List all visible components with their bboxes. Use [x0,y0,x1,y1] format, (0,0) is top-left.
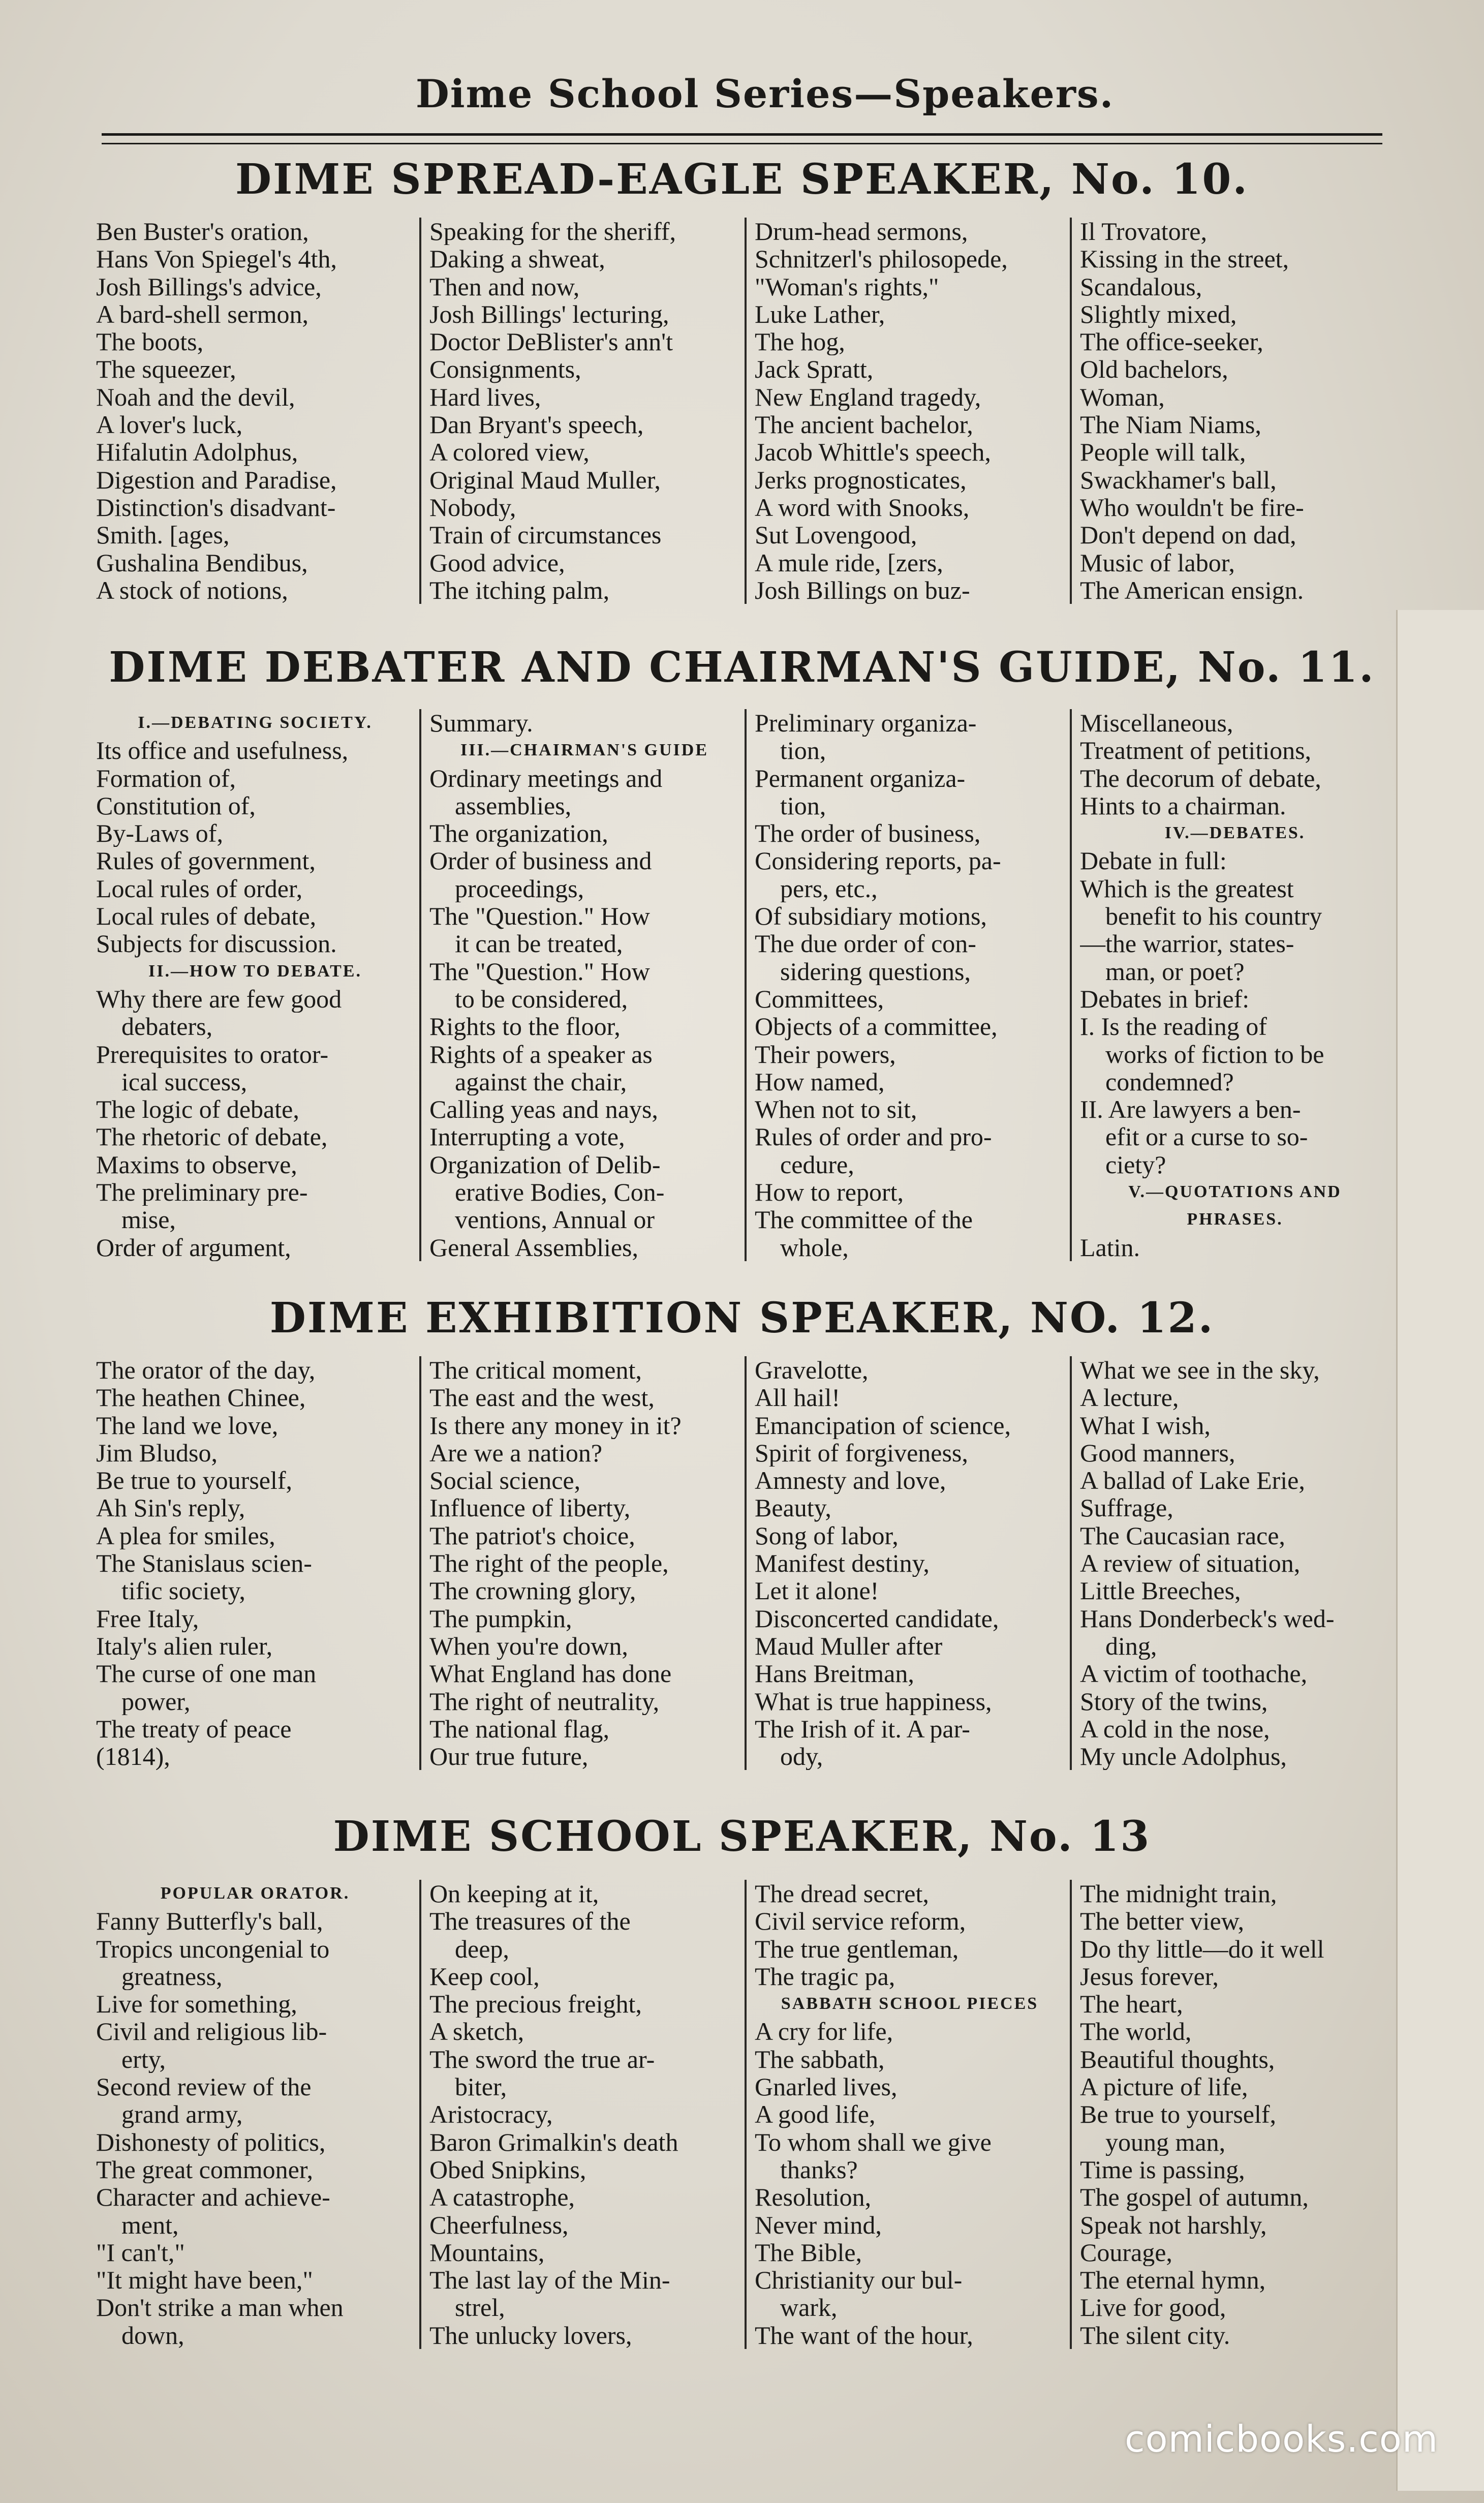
list-item: The precious freight, [429,1990,642,2018]
list-item: Nobody, [429,493,516,522]
list-item: Obed Snipkins, [429,2155,586,2184]
column [745,709,1070,1261]
list-item: Civil service reform, [755,1907,966,1935]
list-item: Amnesty and love, [755,1467,946,1494]
list-item: Gnarled lives, [755,2073,898,2101]
list-item: What England has done [429,1660,672,1688]
column [1070,1880,1395,2349]
list-item: The curse of one man [96,1660,317,1688]
list-item: SABBATH SCHOOL PIECES [781,1994,1039,2013]
list-item: A catastrophe, [429,2183,575,2211]
column [745,1880,1070,2349]
list-item: Debate in full: [1080,847,1227,875]
list-item: A ballad of Lake Erie, [1080,1467,1305,1494]
list-item: Our true future, [429,1743,589,1771]
list-item: Hans Von Spiegel's 4th, [96,245,337,273]
list-item: A cry for life, [755,2018,893,2046]
column [94,709,419,1261]
list-item: The boots, [96,328,204,356]
list-item: Social science, [429,1467,581,1494]
list-item: Kissing in the street, [1080,245,1289,273]
list-item: The sword the true ar- [429,2045,655,2073]
list-item: A picture of life, [1080,2073,1248,2101]
list-item: General Assemblies, [429,1233,639,1261]
list-item: Treatment of petitions, [1080,737,1312,765]
list-item: Disconcerted candidate, [755,1604,999,1632]
list-item: man, or poet? [1105,957,1245,985]
list-item: ody, [780,1743,823,1771]
list-item: Maud Muller after [755,1632,943,1660]
list-item: benefit to his country [1105,902,1322,930]
column [419,709,745,1261]
list-item: Schnitzerl's philosopede, [755,245,1008,273]
list-item: Don't depend on dad, [1080,521,1296,549]
list-item: Local rules of debate, [96,902,317,930]
list-item: I. Is the reading of [1080,1013,1267,1041]
list-item: The committee of the [755,1206,973,1234]
list-item: Italy's alien ruler, [96,1632,273,1660]
list-item: To whom shall we give [755,2128,992,2156]
list-item: The last lay of the Min- [429,2266,670,2294]
list-item: efit or a curse to so- [1105,1123,1308,1151]
list-item: Rights to the floor, [429,1013,621,1041]
list-item: wark, [780,2294,838,2322]
list-item: ment, [121,2211,179,2239]
list-item: A bard-shell sermon, [96,300,308,328]
list-item: The heart, [1080,1990,1183,2018]
column [1070,1356,1395,1770]
list-item: Cheerfulness, [429,2211,569,2239]
list-item: On keeping at it, [429,1880,599,1908]
list-item: cedure, [780,1150,854,1179]
list-item: The unlucky lovers, [429,2321,632,2349]
list-item: Old bachelors, [1080,355,1228,383]
list-item: A cold in the nose, [1080,1715,1270,1743]
list-item: Good manners, [1080,1439,1235,1467]
list-item: Which is the greatest [1080,874,1294,903]
list-item: Emancipation of science, [755,1411,1011,1439]
list-item: A victim of toothache, [1080,1660,1308,1688]
list-item: Speaking for the sheriff, [429,218,676,246]
list-item: Local rules of order, [96,874,303,903]
list-item: A good life, [755,2100,876,2128]
list-item: Ben Buster's oration, [96,218,309,246]
list-item: Doctor DeBlister's ann't [429,328,673,356]
list-item: "Woman's rights," [755,272,939,300]
list-item: (1814), [96,1743,170,1771]
list-item: —the warrior, states- [1080,930,1294,958]
list-item: Are we a nation? [429,1439,603,1467]
list-item: power, [121,1687,191,1715]
list-item: Christianity our bul- [755,2266,963,2294]
list-item: The sabbath, [755,2045,885,2073]
list-item: Then and now, [429,272,580,300]
list-item: The preliminary pre- [96,1178,308,1206]
list-item: The eternal hymn, [1080,2266,1266,2294]
list-item: Noah and the devil, [96,383,295,411]
list-item: The treasures of the [429,1907,631,1935]
list-item: mise, [121,1206,176,1234]
list-item: A review of situation, [1080,1549,1301,1577]
list-item: My uncle Adolphus, [1080,1743,1287,1771]
list-item: The Irish of it. A par- [755,1715,970,1743]
list-item: whole, [780,1233,849,1261]
list-item: What is true happiness, [755,1687,992,1715]
list-item: Ah Sin's reply, [96,1494,245,1522]
list-item: Don't strike a man when [96,2294,344,2322]
list-item: How named, [755,1067,885,1096]
section-columns-11 [94,709,1395,1261]
list-item: Keep cool, [429,1962,540,1991]
column [745,218,1070,604]
list-item: The Caucasian race, [1080,1521,1285,1550]
list-item: Dan Bryant's speech, [429,411,644,439]
list-item: erty, [121,2045,166,2073]
list-item: The Niam Niams, [1080,411,1261,439]
list-item: The want of the hour, [755,2321,973,2349]
list-item: Mountains, [429,2238,545,2267]
list-item: Manifest destiny, [755,1549,930,1577]
section-title-13: DIME SCHOOL SPEAKER, No. 13 [333,1812,1151,1861]
list-item: When you're down, [429,1632,628,1660]
list-item: tific society, [121,1577,245,1605]
list-item: Song of labor, [755,1521,899,1550]
section-columns-13 [94,1880,1395,2349]
list-item: The patriot's choice, [429,1521,635,1550]
list-item: The itching palm, [429,576,610,604]
list-item: The pumpkin, [429,1604,572,1632]
list-item: Slightly mixed, [1080,300,1237,328]
list-item: Jesus forever, [1080,1962,1219,1991]
list-item: Is there any money in it? [429,1411,682,1439]
list-item: Live for good, [1080,2294,1226,2322]
list-item: Summary. [429,709,533,737]
list-item: Preliminary organiza- [755,709,977,737]
section-title-10: DIME SPREAD-EAGLE SPEAKER, No. 10. [235,155,1249,204]
list-item: The silent city. [1080,2321,1230,2349]
list-item: Jim Bludso, [96,1439,218,1467]
list-item: The due order of con- [755,930,976,958]
list-item: The midnight train, [1080,1880,1277,1908]
column [419,218,745,604]
list-item: Fanny Butterfly's ball, [96,1907,323,1935]
list-item: it can be treated, [455,930,623,958]
list-item: Calling yeas and nays, [429,1095,658,1123]
list-item: Train of circumstances [429,521,662,549]
list-item: young man, [1105,2128,1226,2156]
list-item: All hail! [755,1384,841,1412]
list-item: Why there are few good [96,985,342,1013]
list-item: works of fiction to be [1105,1040,1324,1068]
list-item: The better view, [1080,1907,1244,1935]
list-item: Prerequisites to orator- [96,1040,329,1068]
list-item: A colored view, [429,438,590,466]
column [1070,709,1395,1261]
list-item: Resolution, [755,2183,872,2211]
list-item: The world, [1080,2018,1192,2046]
list-item: Considering reports, pa- [755,847,1001,875]
list-item: Josh Billings' lecturing, [429,300,669,328]
list-item: ventions, Annual or [455,1206,655,1234]
list-item: A plea for smiles, [96,1521,275,1550]
list-item: thanks? [780,2155,858,2184]
list-item: Drum-head sermons, [755,218,968,246]
list-item: The right of neutrality, [429,1687,660,1715]
list-item: Organization of Delib- [429,1150,661,1179]
list-item: A stock of notions, [96,576,288,604]
list-item: The American ensign. [1080,576,1304,604]
list-item: Debates in brief: [1080,985,1250,1013]
list-item: The tragic pa, [755,1962,895,1991]
list-item: I.—DEBATING SOCIETY. [138,713,373,732]
list-item: The east and the west, [429,1384,655,1412]
list-item: Beauty, [755,1494,831,1522]
list-item: The ancient bachelor, [755,411,973,439]
list-item: People will talk, [1080,438,1246,466]
list-item: Ordinary meetings and [429,764,663,792]
list-item: The squeezer, [96,355,236,383]
list-item: Jerks prognosticates, [755,466,967,494]
list-item: The national flag, [429,1715,610,1743]
list-item: biter, [455,2073,507,2101]
list-item: The land we love, [96,1411,279,1439]
list-item: Constitution of, [96,791,256,820]
list-item: Be true to yourself, [96,1467,293,1494]
list-item: assemblies, [455,791,572,820]
list-item: Beautiful thoughts, [1080,2045,1275,2073]
section-columns-10 [94,218,1395,604]
list-item: Suffrage, [1080,1494,1173,1522]
list-item: Their powers, [755,1040,896,1068]
list-item: Miscellaneous, [1080,709,1233,737]
list-item: Its office and usefulness, [96,737,349,765]
list-item: Spirit of forgiveness, [755,1439,968,1467]
list-item: Smith. [ages, [96,521,230,549]
list-item: condemned? [1105,1067,1234,1096]
column [94,1356,419,1770]
list-item: Rules of government, [96,847,316,875]
list-item: V.—QUOTATIONS AND [1128,1182,1342,1202]
list-item: The crowning glory, [429,1577,636,1605]
column [745,1356,1070,1770]
list-item: Who wouldn't be fire- [1080,493,1304,522]
list-item: Scandalous, [1080,272,1202,300]
list-item: Time is passing, [1080,2155,1245,2184]
list-item: The organization, [429,819,608,847]
list-item: A mule ride, [zers, [755,548,943,576]
section-title-12: DIME EXHIBITION SPEAKER, NO. 12. [269,1294,1215,1342]
list-item: The order of business, [755,819,981,847]
list-item: The orator of the day, [96,1356,316,1384]
list-item: Baron Grimalkin's death [429,2128,678,2156]
list-item: Influence of liberty, [429,1494,631,1522]
list-item: The true gentleman, [755,1935,959,1963]
list-item: The decorum of debate, [1080,764,1321,792]
section-columns-12 [94,1356,1395,1770]
list-item: Maxims to observe, [96,1150,297,1179]
list-item: Good advice, [429,548,565,576]
column [419,1356,745,1770]
list-item: The "Question." How [429,957,650,985]
list-item: Gravelotte, [755,1356,869,1384]
list-item: proceedings, [455,874,584,903]
list-item: ding, [1105,1632,1157,1660]
list-item: Jack Spratt, [755,355,874,383]
list-item: II. Are lawyers a ben- [1080,1095,1301,1123]
list-item: Formation of, [96,764,236,792]
list-item: debaters, [121,1013,213,1041]
list-item: Story of the twins, [1080,1687,1268,1715]
list-item: sidering questions, [780,957,971,985]
list-item: Original Maud Muller, [429,466,661,494]
list-item: PHRASES. [1187,1210,1283,1229]
list-item: Hans Breitman, [755,1660,914,1688]
list-item: Daking a shweat, [429,245,605,273]
list-item: Rights of a speaker as [429,1040,653,1068]
running-title: Dime School Series—Speakers. [415,71,1115,116]
list-item: Character and achieve- [96,2183,330,2211]
list-item: Digestion and Paradise, [96,466,337,494]
list-item: III.—CHAIRMAN'S GUIDE [460,741,709,760]
list-item: Josh Billings on buz- [755,576,970,604]
list-item: A lecture, [1080,1384,1179,1412]
list-item: "I can't," [96,2238,185,2267]
list-item: A word with Snooks, [755,493,970,522]
list-item: Second review of the [96,2073,312,2101]
list-item: ciety? [1105,1150,1166,1179]
list-item: The rhetoric of debate, [96,1123,328,1151]
list-item: The "Question." How [429,902,650,930]
list-item: Hans Donderbeck's wed- [1080,1604,1335,1632]
list-item: Courage, [1080,2238,1172,2267]
section-title-11: DIME DEBATER AND CHAIRMAN'S GUIDE, No. 11. [109,643,1375,692]
list-item: Order of business and [429,847,652,875]
list-item: Music of labor, [1080,548,1235,576]
list-item: Civil and religious lib- [96,2018,327,2046]
list-item: Rules of order and pro- [755,1123,992,1151]
list-item: Hard lives, [429,383,541,411]
list-item: POPULAR ORATOR. [160,1884,350,1903]
column [419,1880,745,2349]
list-item: The dread secret, [755,1880,929,1908]
list-item: By-Laws of, [96,819,223,847]
list-item: The hog, [755,328,845,356]
list-item: The Stanislaus scien- [96,1549,312,1577]
list-item: The office-seeker, [1080,328,1263,356]
list-item: to be considered, [455,985,628,1013]
list-item: Woman, [1080,383,1165,411]
list-item: Jacob Whittle's speech, [755,438,991,466]
list-item: "It might have been," [96,2266,313,2294]
list-item: deep, [455,1935,509,1963]
list-item: How to report, [755,1178,904,1206]
list-item: Little Breeches, [1080,1577,1241,1605]
list-item: Il Trovatore, [1080,218,1207,246]
column [94,218,419,604]
list-item: What I wish, [1080,1411,1211,1439]
list-item: Objects of a committee, [755,1013,998,1041]
list-item: Sut Lovengood, [755,521,917,549]
list-item: The Bible, [755,2238,862,2267]
list-item: Hifalutin Adolphus, [96,438,298,466]
list-item: When not to sit, [755,1095,917,1123]
header-rule [102,133,1382,144]
list-item: Let it alone! [755,1577,879,1605]
column [1070,218,1395,604]
page-edge [1396,610,1484,2491]
list-item: Consignments, [429,355,581,383]
list-item: Hints to a chairman. [1080,791,1286,820]
list-item: Latin. [1080,1233,1140,1261]
list-item: Gushalina Bendibus, [96,548,308,576]
list-item: The logic of debate, [96,1095,299,1123]
list-item: Of subsidiary motions, [755,902,987,930]
list-item: Live for something, [96,1990,297,2018]
list-item: ical success, [121,1067,248,1096]
list-item: Do thy little—do it well [1080,1935,1324,1963]
list-item: grand army, [121,2100,243,2128]
list-item: strel, [455,2294,505,2322]
list-item: Subjects for discussion. [96,930,337,958]
list-item: A lover's luck, [96,411,243,439]
list-item: Swackhamer's ball, [1080,466,1277,494]
list-item: The heathen Chinee, [96,1384,306,1412]
list-item: II.—HOW TO DEBATE. [148,961,362,981]
list-item: Permanent organiza- [755,764,966,792]
list-item: Free Italy, [96,1604,199,1632]
list-item: erative Bodies, Con- [455,1178,665,1206]
list-item: greatness, [121,1962,223,1991]
list-item: IV.—DEBATES. [1164,823,1306,843]
list-item: The critical moment, [429,1356,642,1384]
list-item: What we see in the sky, [1080,1356,1320,1384]
list-item: Aristocracy, [429,2100,553,2128]
list-item: tion, [780,737,826,765]
column [94,1880,419,2349]
list-item: The right of the people, [429,1549,669,1577]
list-item: Josh Billings's advice, [96,272,322,300]
list-item: against the chair, [455,1067,627,1096]
list-item: Distinction's disadvant- [96,493,336,522]
list-item: Be true to yourself, [1080,2100,1277,2128]
list-item: Tropics uncongenial to [96,1935,330,1963]
list-item: Committees, [755,985,884,1013]
list-item: Luke Lather, [755,300,885,328]
list-item: Interrupting a vote, [429,1123,625,1151]
watermark: comicbooks.com [1124,2418,1438,2460]
list-item: down, [121,2321,184,2349]
list-item: Never mind, [755,2211,882,2239]
list-item: Order of argument, [96,1233,291,1261]
list-item: New England tragedy, [755,383,981,411]
list-item: tion, [780,791,826,820]
list-item: Dishonesty of politics, [96,2128,326,2156]
list-item: Speak not harshly, [1080,2211,1267,2239]
list-item: The gospel of autumn, [1080,2183,1309,2211]
list-item: pers, etc., [780,874,878,903]
list-item: The great commoner, [96,2155,313,2184]
list-item: The treaty of peace [96,1715,292,1743]
list-item: A sketch, [429,2018,524,2046]
